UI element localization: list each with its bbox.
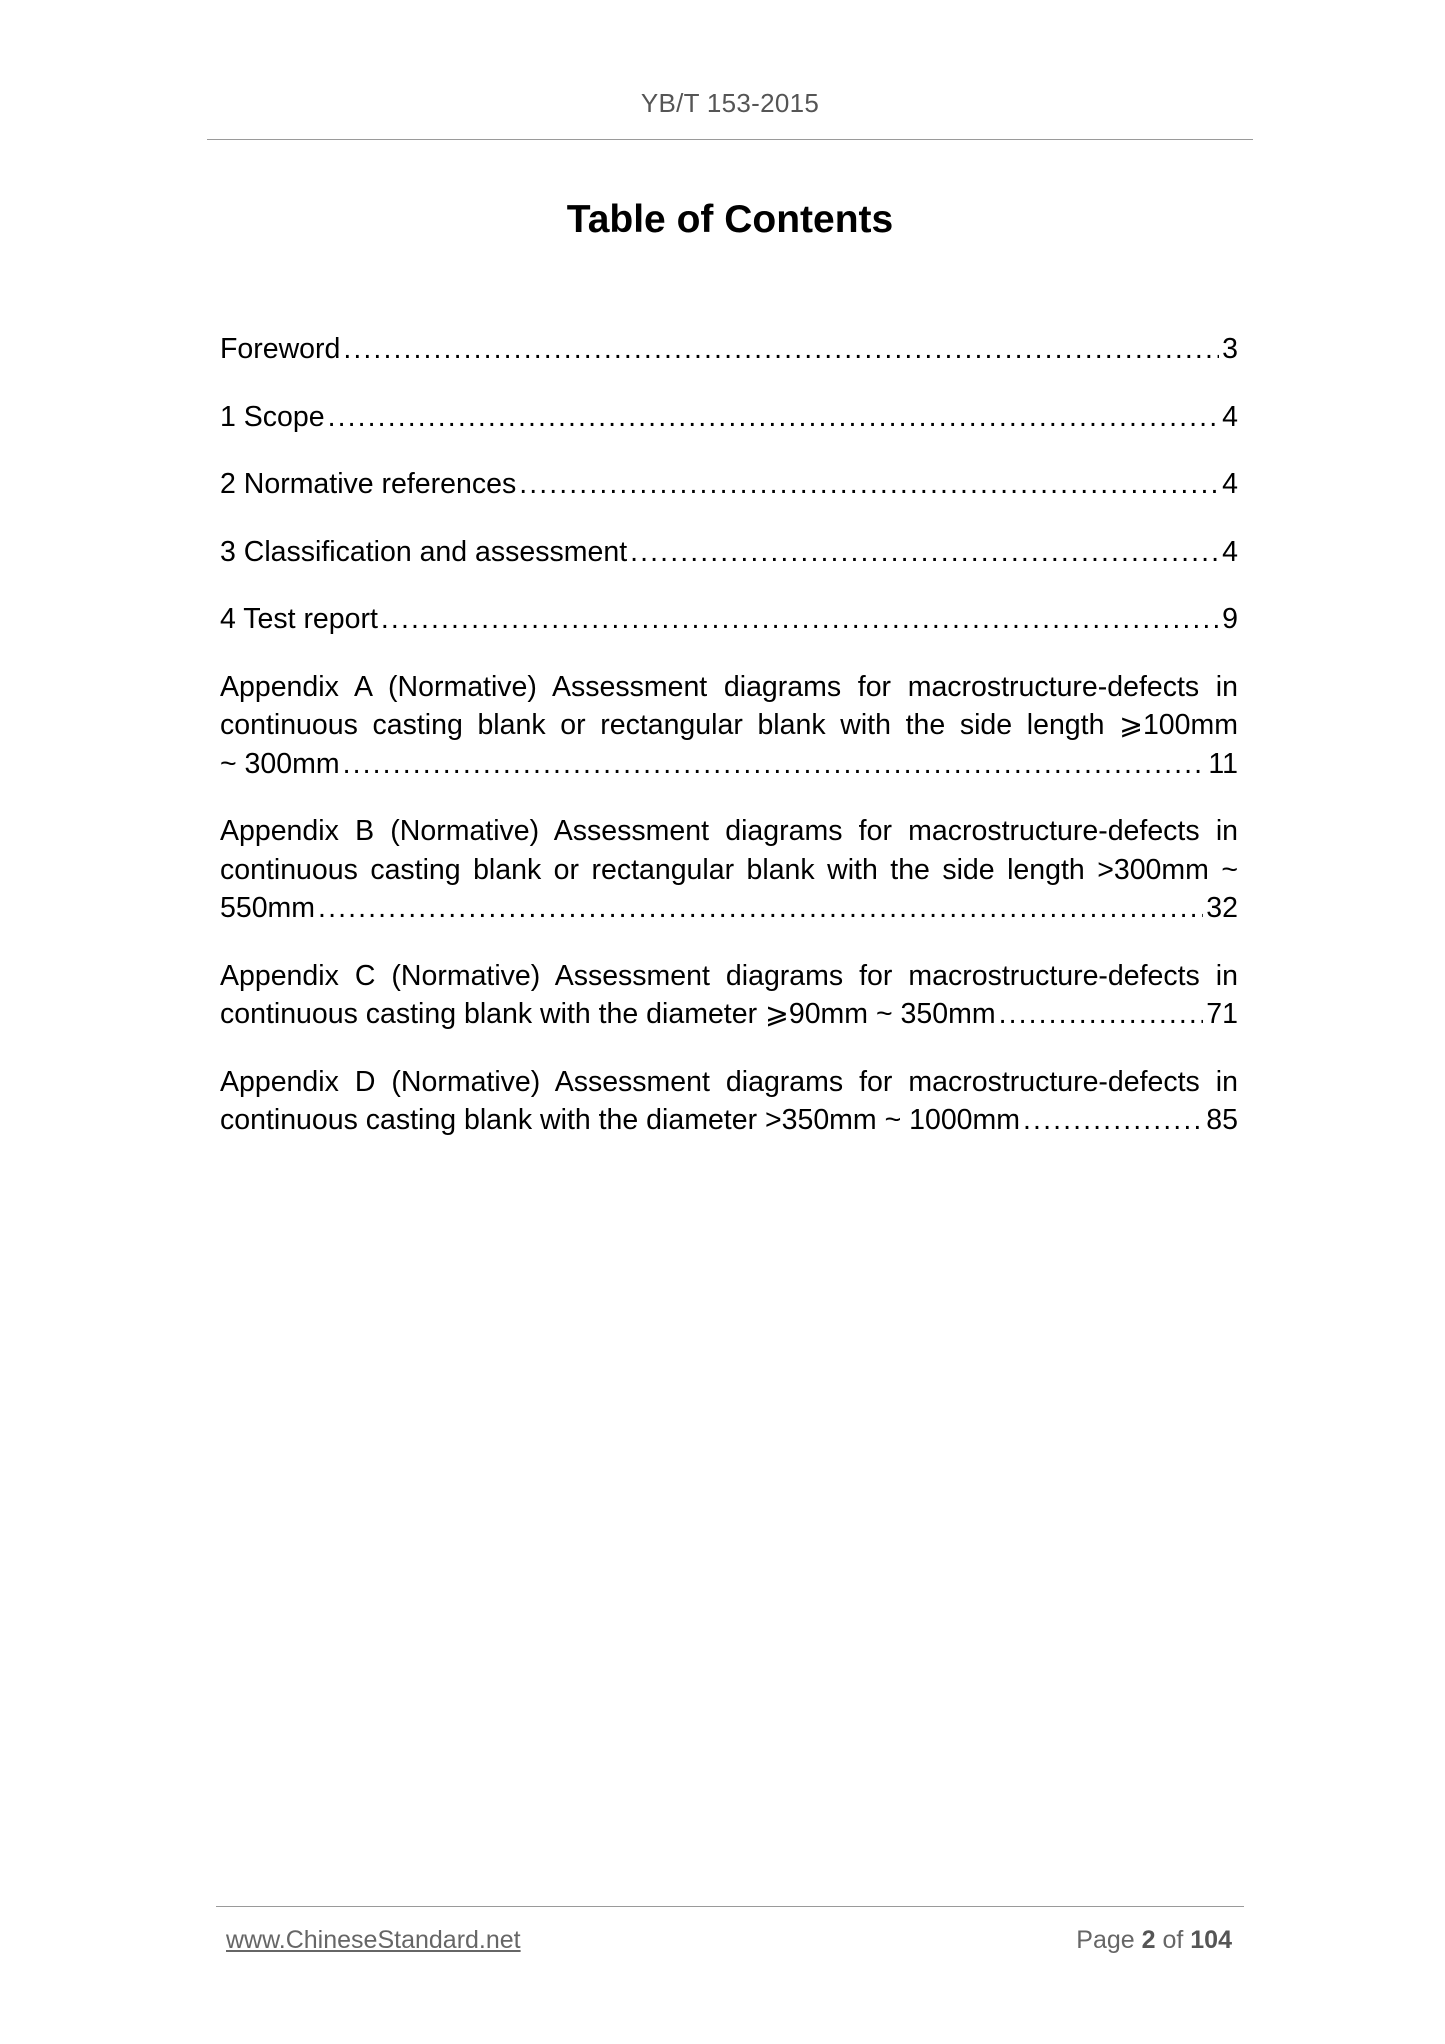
page-of: of — [1162, 1926, 1184, 1954]
header-divider — [207, 139, 1253, 140]
toc-entry-title: 4 Test report — [220, 603, 378, 635]
toc-entry-title: continuous casting blank with the diameter >350mm ~ 1000mm — [220, 1104, 1021, 1136]
document-code-header: YB/T 153-2015 — [640, 88, 820, 118]
toc-entry-page: 4 — [1222, 535, 1238, 568]
page-prefix: Page — [1076, 1926, 1135, 1954]
toc-entry-line: continuous casting blank or rectangular blank with the side length >300mm ~ — [220, 853, 1238, 886]
toc-entry-title: 550mm — [220, 892, 316, 924]
dot-leader — [630, 533, 1219, 572]
dot-leader — [381, 600, 1219, 639]
toc-entry-appendix-a[interactable] — [220, 668, 1238, 784]
toc-entry-appendix-c[interactable] — [220, 957, 1238, 1034]
toc-entry-page: 85 — [1206, 1104, 1238, 1136]
dot-leader — [343, 330, 1219, 369]
dot-leader — [318, 889, 1203, 928]
toc-entry-line: Appendix C (Normative) Assessment diagrams for macrostructure-defects in — [220, 959, 1238, 992]
toc-entry-title: continuous casting blank with the diameter ⩾90mm ~ 350mm — [220, 998, 996, 1030]
toc-entry-test-report[interactable] — [220, 600, 1238, 639]
toc-entry-title: 3 Classification and assessment — [220, 535, 628, 568]
toc-entry-page: 71 — [1206, 998, 1238, 1030]
dot-leader — [999, 995, 1204, 1034]
toc-entry-line: Appendix B (Normative) Assessment diagrams for macrostructure-defects in — [220, 815, 1238, 847]
footer-divider — [216, 1906, 1244, 1907]
dot-leader — [343, 745, 1206, 784]
dot-leader — [519, 465, 1219, 504]
toc-entry-page: 9 — [1222, 603, 1238, 635]
toc-entry-appendix-b[interactable] — [220, 812, 1238, 928]
toc-entry-title: Foreword — [220, 333, 341, 365]
toc-entry-page: 3 — [1222, 333, 1238, 365]
toc-entry-line: Appendix D (Normative) Assessment diagrams for macrostructure-defects in — [220, 1065, 1238, 1098]
website-link[interactable]: www.ChineseStandard.net — [226, 1926, 521, 1954]
toc-entry-appendix-d[interactable] — [220, 1063, 1238, 1140]
toc-entry-scope[interactable] — [220, 398, 1238, 437]
toc-entry-normative-references[interactable] — [220, 465, 1238, 504]
toc-entry-line: continuous casting blank or rectangular blank with the side length ⩾100mm — [220, 709, 1238, 741]
toc-entry-classification[interactable] — [220, 533, 1238, 572]
dot-leader — [1023, 1101, 1203, 1140]
toc-entry-page: 4 — [1222, 468, 1238, 500]
toc-entry-title: ~ 300mm — [220, 747, 340, 780]
page-number — [1076, 1926, 1232, 1955]
dot-leader — [328, 398, 1220, 437]
toc-entry-page: 11 — [1208, 747, 1238, 780]
toc-entry-line: Appendix A (Normative) Assessment diagrams for macrostructure-defects in — [220, 670, 1238, 703]
toc-entry-foreword[interactable] — [220, 330, 1238, 369]
toc-entry-page: 32 — [1206, 892, 1238, 924]
page-title: Table of Contents — [566, 198, 894, 241]
toc-entry-title: 2 Normative references — [220, 468, 517, 500]
toc-entry-title: 1 Scope — [220, 400, 325, 433]
table-of-contents — [220, 330, 1238, 1169]
total-pages: 104 — [1190, 1926, 1232, 1954]
current-page: 2 — [1141, 1926, 1156, 1954]
toc-entry-page: 4 — [1222, 400, 1238, 433]
